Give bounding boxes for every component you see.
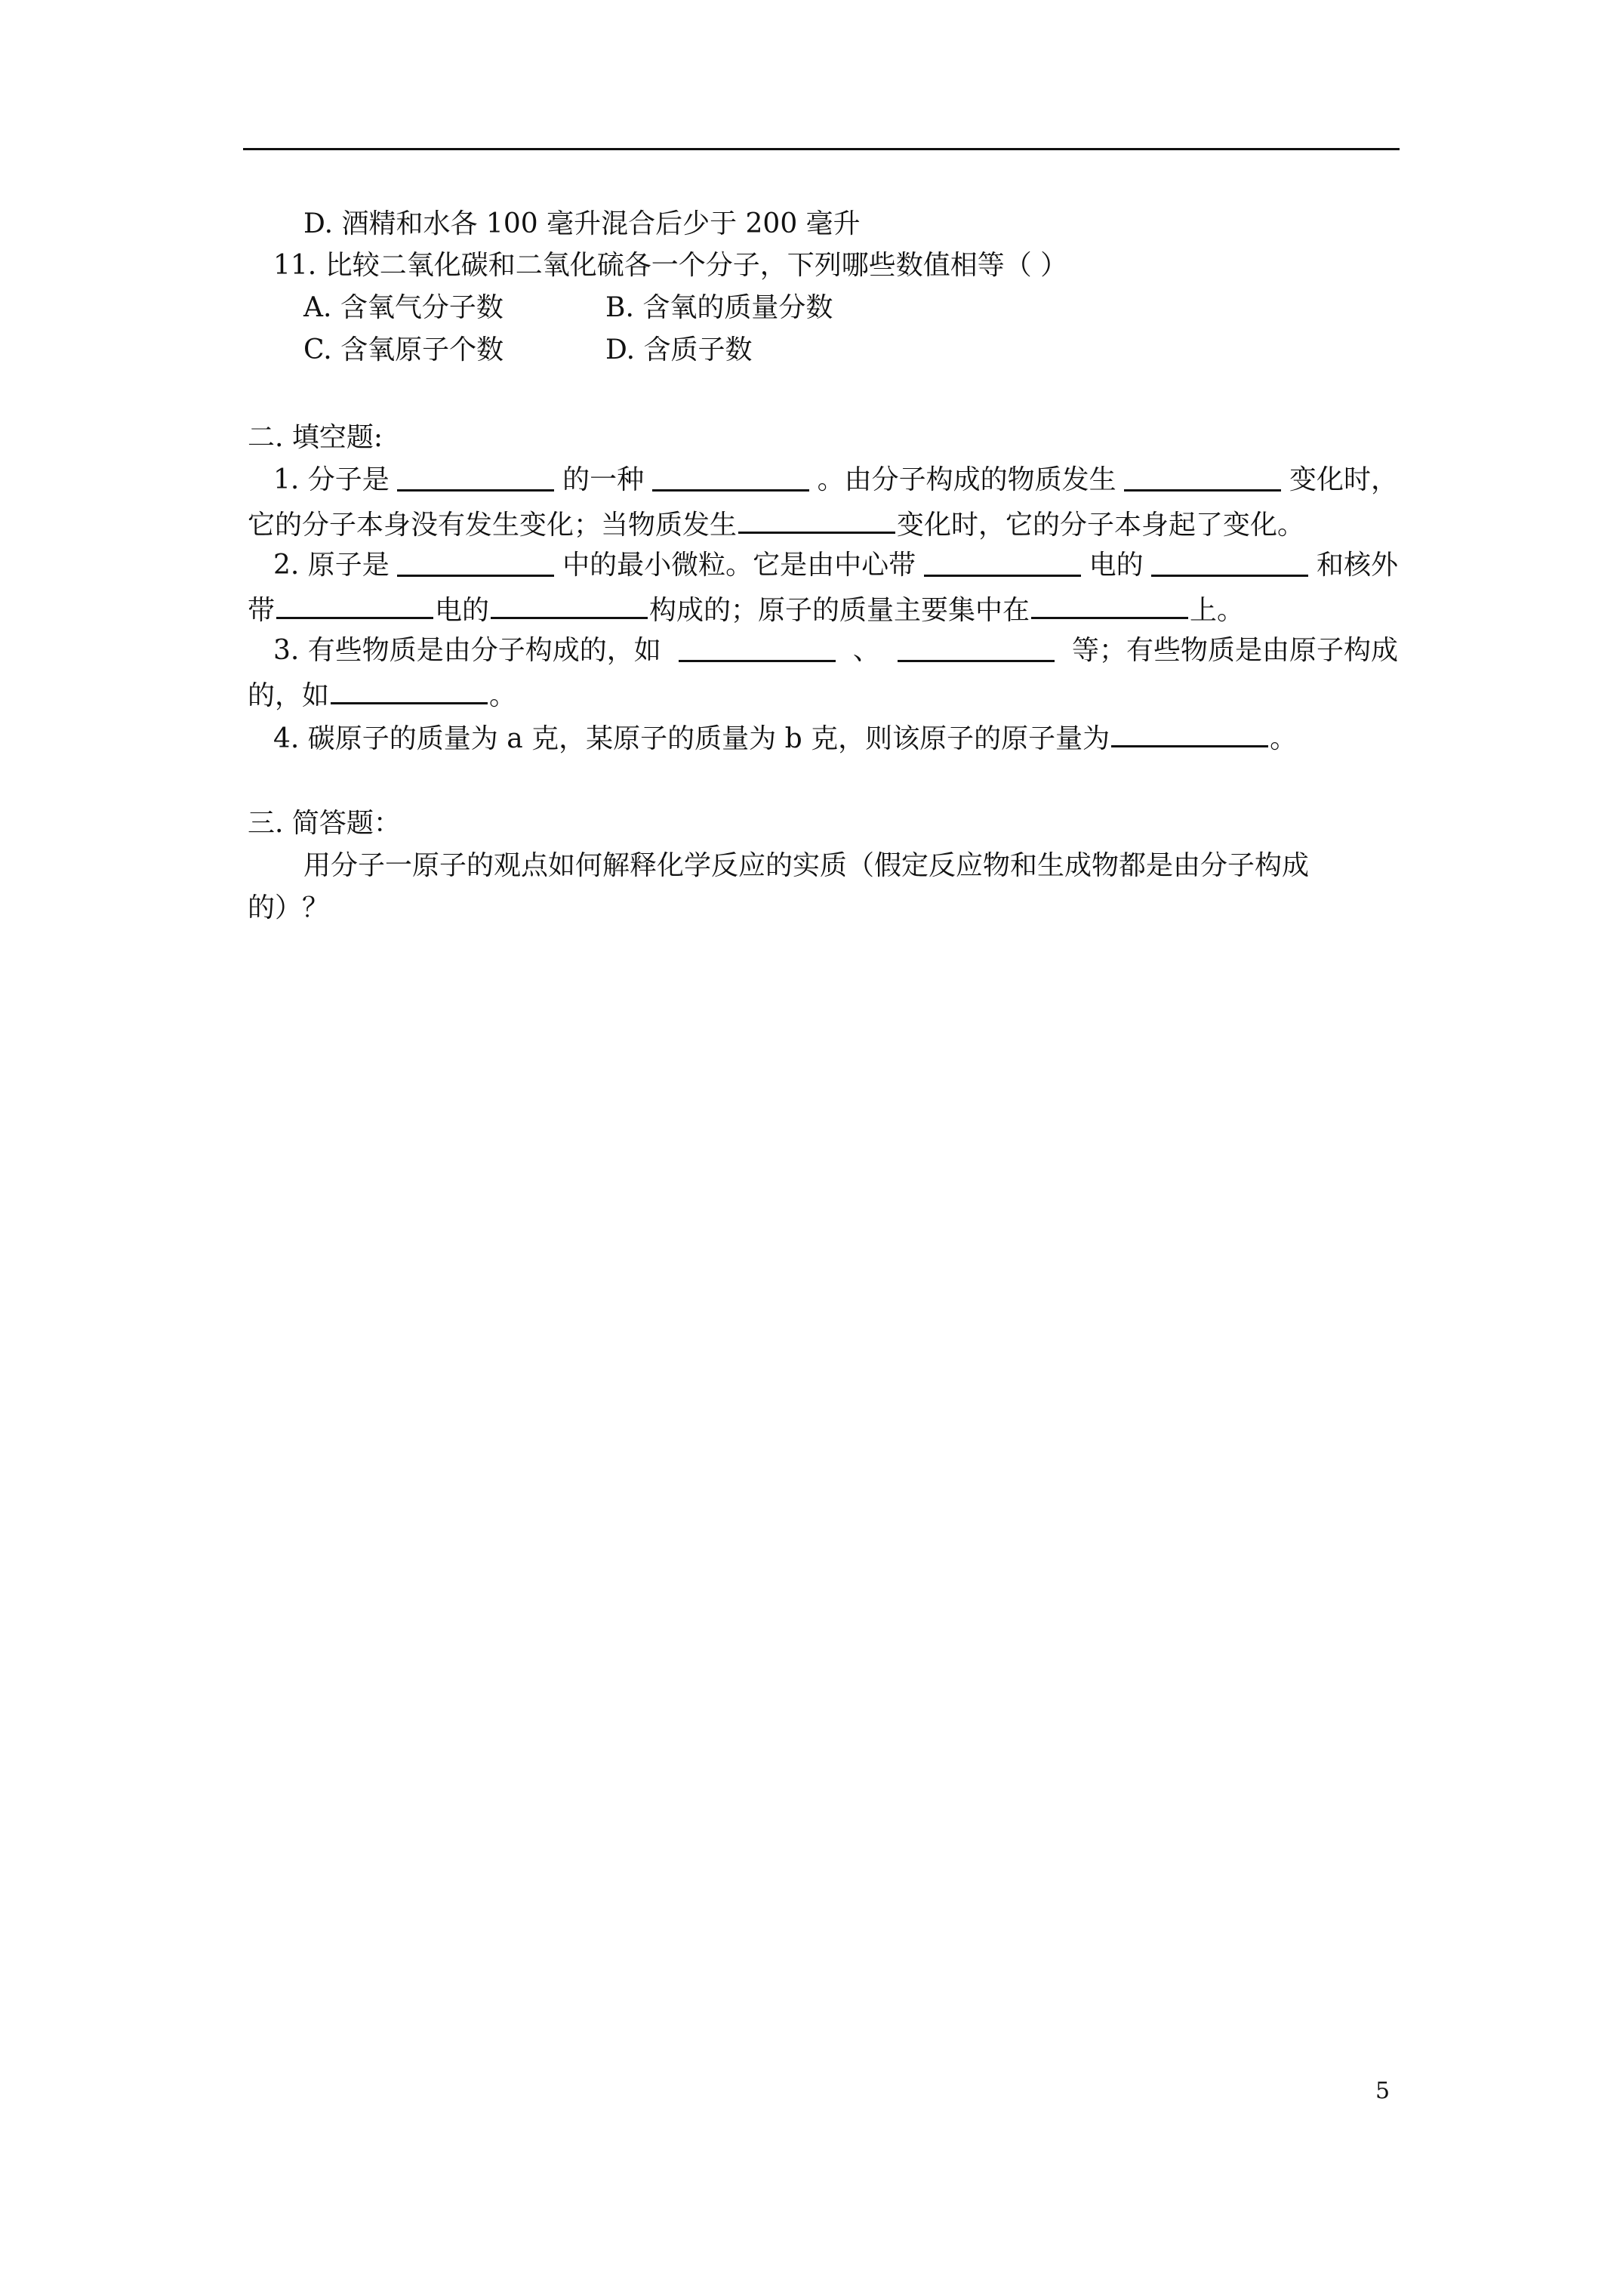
fill4-text1: 4. 碳原子的质量为 a 克，某原子的质量为 b 克，则该原子的原子量为 — [273, 723, 1110, 754]
fill3-line2 — [248, 676, 516, 713]
fill3-blank2[interactable] — [898, 634, 1055, 662]
fill2-blank1[interactable] — [397, 549, 554, 577]
fill2-text8: 上。 — [1190, 595, 1245, 626]
fill1-text3: 。由分子构成的物质发生 — [817, 464, 1116, 495]
fill2-line2 — [248, 591, 1244, 627]
section3-heading: 三. 简答题： — [248, 808, 401, 839]
fill2-text7: 构成的；原子的质量主要集中在 — [649, 595, 1030, 626]
fill2-text4: 和核外 — [1316, 550, 1398, 581]
fill3-text5: 。 — [489, 680, 517, 711]
fill1-text1: 1. 分子是 — [273, 464, 390, 495]
fill1-text6: 变化时，它的分子本身起了变化。 — [897, 510, 1305, 541]
fill2-blank3[interactable] — [1151, 549, 1308, 577]
fill2-text2: 中的最小微粒。它是由中心带 — [562, 550, 916, 581]
fill2-line1 — [273, 549, 1398, 582]
fill1-text2: 的一种 — [562, 464, 645, 495]
section3-question-line2: 的）？ — [248, 892, 330, 923]
q11-option-a: A. 含氧气分子数 — [303, 292, 504, 323]
fill3-blank3[interactable] — [331, 676, 488, 704]
fill1-blank1[interactable] — [397, 464, 554, 492]
fill2-text6: 电的 — [435, 595, 490, 626]
header-rule — [243, 148, 1400, 150]
q11-option-d: D. 含质子数 — [605, 334, 753, 365]
fill4-blank1[interactable] — [1111, 720, 1268, 747]
fill4-line1 — [273, 720, 1297, 756]
q11-stem: 11. 比较二氧化碳和二氧化硫各一个分子，下列哪些数值相等（ ） — [273, 250, 1068, 281]
q11-option-c: C. 含氧原子个数 — [303, 334, 504, 365]
fill2-text3: 电的 — [1089, 550, 1144, 581]
fill2-blank5[interactable] — [491, 591, 648, 619]
fill2-blank4[interactable] — [276, 591, 433, 619]
fill1-text5: 它的分子本身没有发生变化；当物质发生 — [248, 510, 738, 541]
fill2-text1: 2. 原子是 — [273, 550, 390, 581]
fill3-text3: 等；有些物质是由原子构成 — [1071, 635, 1398, 666]
section3-question-line1: 用分子一原子的观点如何解释化学反应的实质（假定反应物和生成物都是由分子构成 — [303, 850, 1310, 881]
fill3-text4: 的，如 — [248, 680, 330, 711]
page-number: 5 — [1375, 2078, 1390, 2104]
fill3-blank1[interactable] — [679, 634, 836, 662]
fill4-text2: 。 — [1270, 723, 1298, 754]
fill1-blank3[interactable] — [1124, 464, 1281, 492]
fill3-text2: 、 — [852, 635, 880, 666]
fill1-line2 — [248, 506, 1304, 542]
fill3-line1 — [273, 634, 1398, 667]
fill1-blank4[interactable] — [738, 506, 895, 534]
fill2-text5: 带 — [248, 595, 276, 626]
fill2-blank6[interactable] — [1031, 591, 1188, 619]
fill3-text1: 3. 有些物质是由分子构成的，如 — [273, 635, 661, 666]
fill2-blank2[interactable] — [924, 549, 1081, 577]
fill1-text4: 变化时， — [1289, 464, 1398, 495]
q10-option-d: D. 酒精和水各 100 毫升混合后少于 200 毫升 — [303, 208, 861, 239]
section2-heading: 二. 填空题: — [248, 422, 383, 453]
fill1-line1 — [273, 464, 1398, 497]
fill1-blank2[interactable] — [652, 464, 809, 492]
q11-option-b: B. 含氧的质量分数 — [605, 292, 833, 323]
